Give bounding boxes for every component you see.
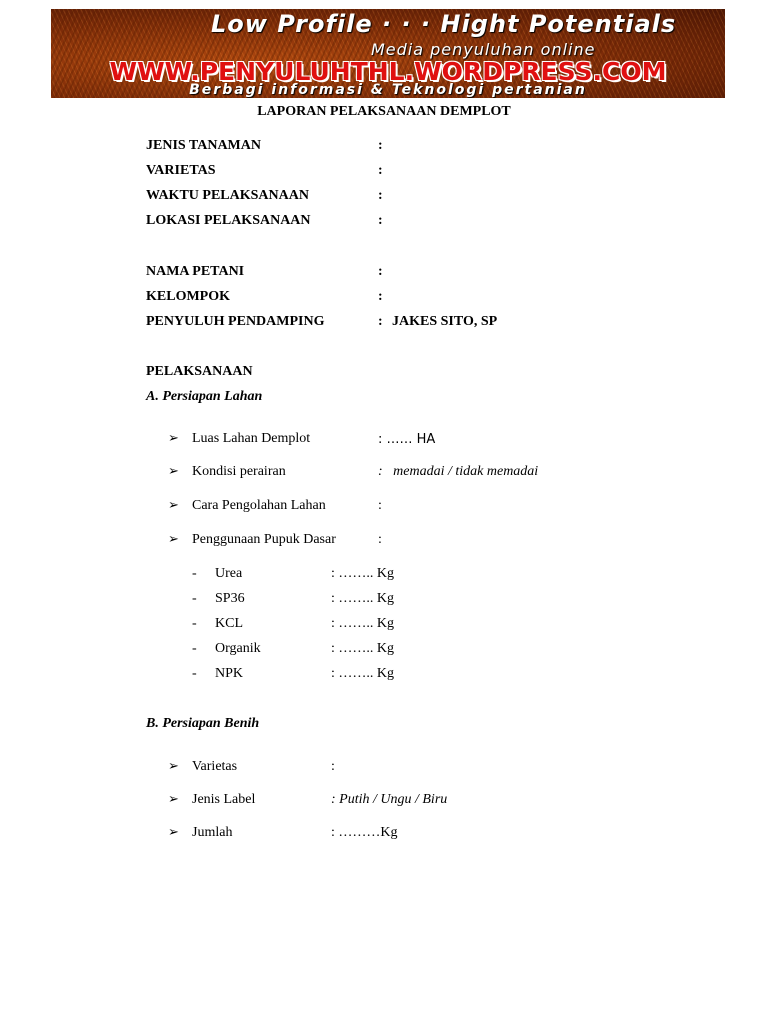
field-label: JENIS TANAMAN [146,138,261,153]
field-label: KELOMPOK [146,289,230,304]
document-title: LAPORAN PELAKSANAAN DEMPLOT [257,104,511,119]
field-colon: : [378,163,383,178]
field-colon: : [378,264,383,279]
field-label: VARIETAS [146,163,216,178]
fertilizer-value-npk: : …….. Kg [331,666,394,681]
dash-marker: - [192,616,197,631]
field-colon: : [378,138,383,153]
arrowhead-bullet-icon: ➢ [168,759,179,774]
bullet-value-cara-pengolahan: : [378,498,382,513]
bullet-value-kondisi-perairan: : memadai / tidak memadai [378,464,539,479]
banner-tagline: Berbagi informasi & Teknologi pertanian [189,82,587,98]
bullet-label-kondisi-perairan: Kondisi perairan [192,464,286,479]
dash-marker: - [192,666,197,681]
field-label: NAMA PETANI [146,264,245,279]
field-label: WAKTU PELAKSANAAN [146,188,309,203]
fertilizer-value-organik: : …….. Kg [331,641,394,656]
arrowhead-bullet-icon: ➢ [168,431,179,446]
section-pelaksanaan-heading: PELAKSANAAN [146,364,253,379]
section-a-heading: A. Persiapan Lahan [146,389,263,404]
arrowhead-bullet-icon: ➢ [168,464,179,479]
fertilizer-name-organik: Organik [215,641,261,656]
bullet-value-jumlah: : ………Kg [331,825,398,840]
fertilizer-name-npk: NPK [215,666,244,681]
bullet-value-luas-lahan: : …… HA [378,432,436,447]
banner-subline: Media penyuluhan online [371,40,596,59]
bullet-label-jenis-label: Jenis Label [192,792,256,807]
field-value: JAKES SITO, SP [392,314,498,329]
bullet-label-pupuk-dasar: Penggunaan Pupuk Dasar [192,532,336,547]
field-colon: : [378,314,383,329]
bullet-value-pupuk-dasar: : [378,532,382,547]
header-banner [51,9,725,98]
fertilizer-name-urea: Urea [215,566,243,581]
section-b-heading: B. Persiapan Benih [146,716,260,731]
bullet-label-jumlah: Jumlah [192,825,233,840]
field-label: PENYULUH PENDAMPING [146,314,325,329]
arrowhead-bullet-icon: ➢ [168,532,179,547]
bullet-label-luas-lahan: Luas Lahan Demplot [192,431,311,446]
arrowhead-bullet-icon: ➢ [168,792,179,807]
dash-marker: - [192,566,197,581]
bullet-value-jenis-label: : Putih / Ungu / Biru [331,792,448,807]
field-label: LOKASI PELAKSANAAN [146,213,311,228]
bullet-label-varietas: Varietas [192,759,238,774]
field-colon: : [378,188,383,203]
dash-marker: - [192,591,197,606]
field-colon: : [378,213,383,228]
arrowhead-bullet-icon: ➢ [168,825,179,840]
fertilizer-name-sp36: SP36 [215,591,245,606]
banner-headline: Low Profile · · · Hight Potentials [211,10,677,38]
banner-url: WWW.PENYULUHTHL.WORDPRESS.COM [109,57,667,86]
arrowhead-bullet-icon: ➢ [168,498,179,513]
fertilizer-value-kcl: : …….. Kg [331,616,394,631]
bullet-value-varietas: : [331,759,335,774]
fertilizer-value-sp36: : …….. Kg [331,591,394,606]
fertilizer-value-urea: : …….. Kg [331,566,394,581]
fertilizer-name-kcl: KCL [215,616,243,631]
dash-marker: - [192,641,197,656]
bullet-label-cara-pengolahan: Cara Pengolahan Lahan [192,498,326,513]
field-colon: : [378,289,383,304]
